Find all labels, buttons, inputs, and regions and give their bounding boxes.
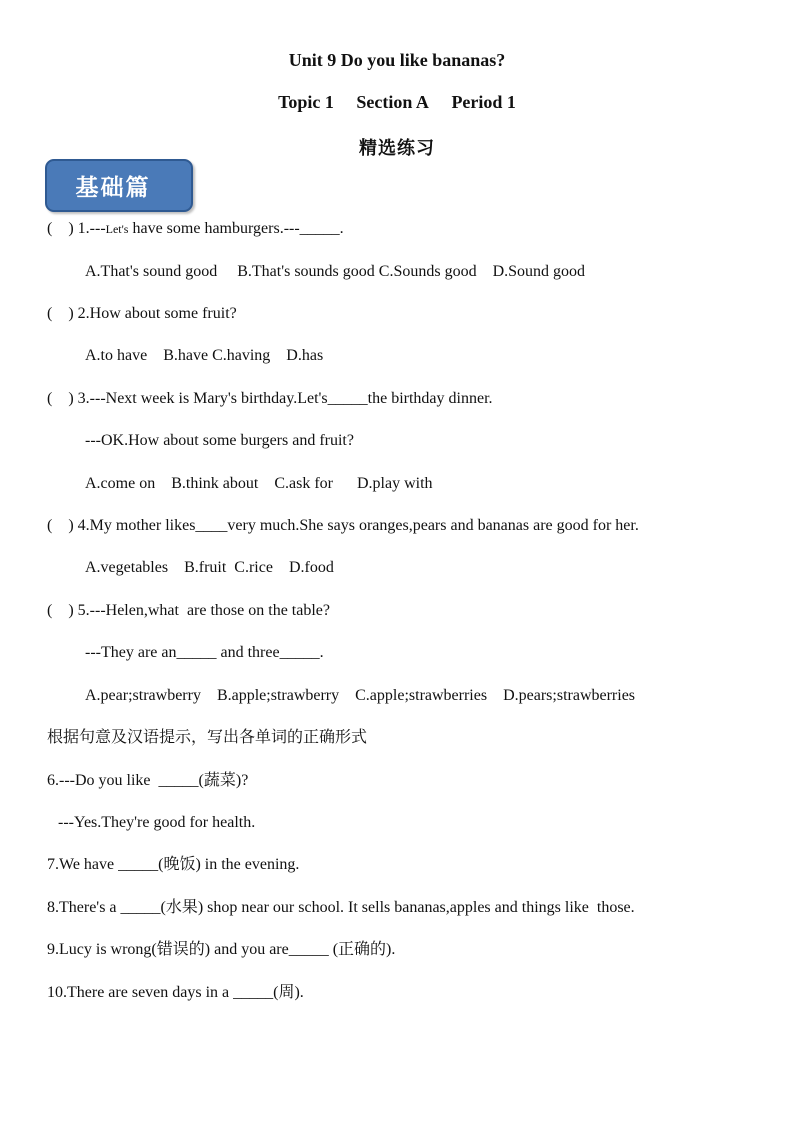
question-5-reply: ---They are an_____ and three_____. xyxy=(85,644,324,661)
question-4: ( ) 4.My mother likes____very much.She says oranges,pears and bananas are good for her. xyxy=(47,517,639,534)
page-subtitle: 精选练习 xyxy=(359,138,435,158)
question-2: ( ) 2.How about some fruit? xyxy=(47,305,237,322)
question-7: 7.We have _____(晚饭) in the evening. xyxy=(47,856,300,873)
topic-label: Topic 1 xyxy=(278,92,334,112)
question-4-options: A.vegetables B.fruit C.rice D.food xyxy=(85,559,334,576)
topic-line xyxy=(0,92,794,113)
question-6-reply: ---Yes.They're good for health. xyxy=(58,814,256,831)
q1-small-word: Let's xyxy=(105,222,129,236)
badge-label: 基础篇 xyxy=(75,175,151,200)
unit-title: Unit 9 Do you like bananas? xyxy=(288,50,506,70)
q1-rest: have some hamburgers.---_____. xyxy=(128,220,344,237)
question-6: 6.---Do you like _____(蔬菜)? xyxy=(47,772,249,789)
period-label: Period 1 xyxy=(451,92,516,112)
question-1 xyxy=(47,219,344,239)
question-9: 9.Lucy is wrong(错误的) and you are_____ (正确的). xyxy=(47,941,396,958)
question-10: 10.There are seven days in a _____(周). xyxy=(47,984,304,1001)
question-5-options: A.pear;strawberry B.apple;strawberry C.apple;strawberries D.pears;strawberries xyxy=(85,687,636,704)
question-5: ( ) 5.---Helen,what are those on the table? xyxy=(47,602,330,619)
question-8: 8.There's a _____(水果) shop near our school. It sells bananas,apples and things like those. xyxy=(47,899,635,916)
section-badge xyxy=(45,159,193,212)
section-label: Section A xyxy=(356,92,429,112)
section2-instruction: 根据句意及汉语提示，写出各单词的正确形式 xyxy=(47,729,368,746)
question-3-options: A.come on B.think about C.ask for D.play with xyxy=(85,475,433,492)
q1-prefix: ( ) 1.--- xyxy=(47,220,106,237)
question-3: ( ) 3.---Next week is Mary's birthday.Let's_____the birthday dinner. xyxy=(47,390,493,407)
question-2-options: A.to have B.have C.having D.has xyxy=(85,347,324,364)
question-1-options: A.That's sound good B.That's sounds good C.Sounds good D.Sound good xyxy=(85,263,586,280)
question-3-reply: ---OK.How about some burgers and fruit? xyxy=(85,432,354,449)
